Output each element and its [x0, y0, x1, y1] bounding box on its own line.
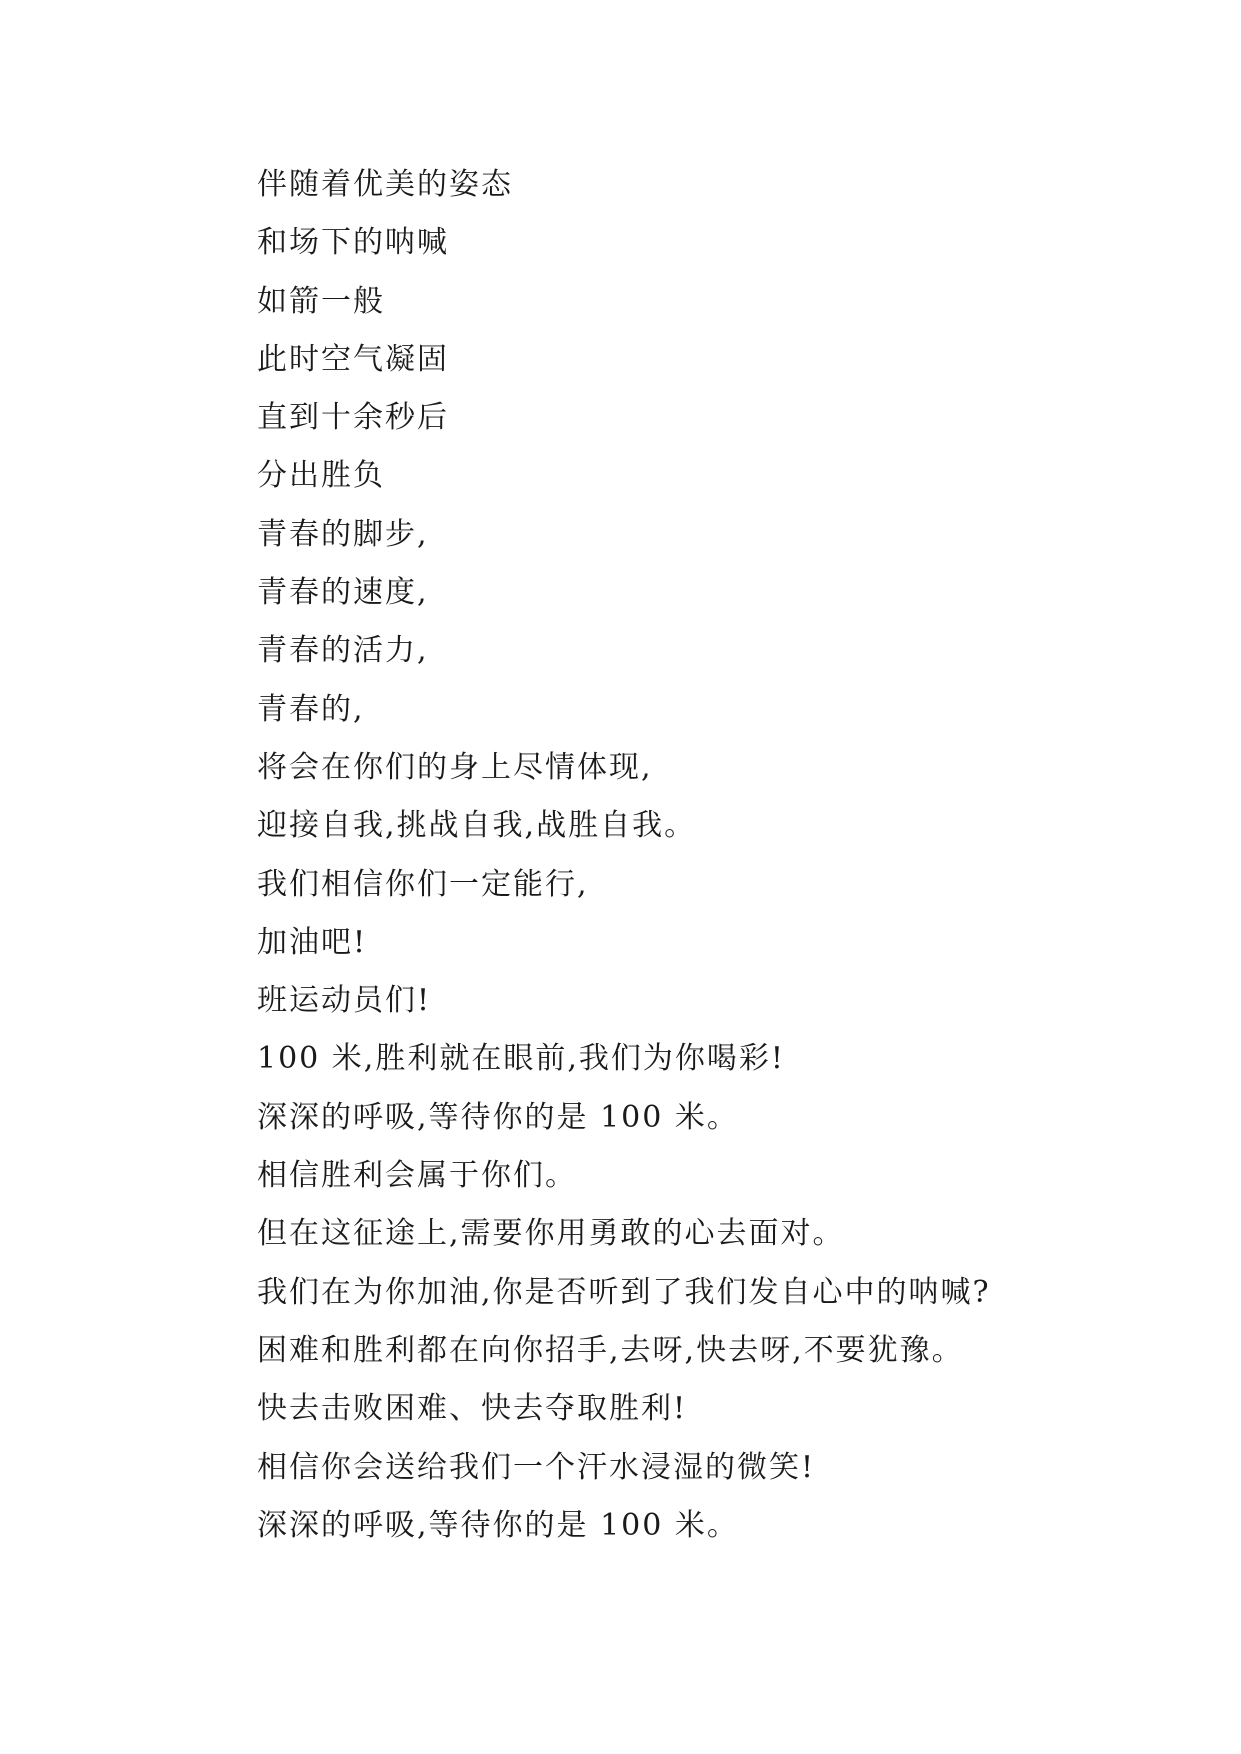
- text-line: 困难和胜利都在向你招手,去呀,快去呀,不要犹豫。: [257, 1332, 964, 1368]
- text-line: 分出胜负: [257, 458, 385, 494]
- text-line: 快去击败困难、快去夺取胜利!: [257, 1391, 688, 1427]
- text-line: 班运动员们!: [257, 983, 432, 1019]
- text-line: 将会在你们的身上尽情体现,: [257, 749, 653, 785]
- text-line: 青春的活力,: [257, 633, 429, 669]
- text-line: 100 米,胜利就在眼前,我们为你喝彩!: [257, 1041, 785, 1077]
- text-line: 和场下的呐喊: [257, 225, 449, 261]
- text-line: 相信胜利会属于你们。: [257, 1158, 577, 1194]
- text-line: 我们相信你们一定能行,: [257, 866, 589, 902]
- text-line: 我们在为你加油,你是否听到了我们发自心中的呐喊?: [257, 1274, 991, 1310]
- text-line: 此时空气凝固: [257, 341, 449, 377]
- text-line: 青春的,: [257, 691, 365, 727]
- text-line: 青春的速度,: [257, 575, 429, 611]
- text-line: 迎接自我,挑战自我,战胜自我。: [257, 808, 697, 844]
- text-line: 伴随着优美的姿态: [257, 167, 513, 202]
- text-line: 直到十余秒后: [257, 400, 449, 436]
- text-line: 如箭一般: [257, 283, 385, 319]
- text-line: 但在这征途上,需要你用勇敢的心去面对。: [257, 1216, 845, 1252]
- poem-text-block: [257, 162, 1157, 1561]
- text-line: 加油吧!: [257, 924, 368, 960]
- text-line: 相信你会送给我们一个汗水浸湿的微笑!: [257, 1449, 816, 1485]
- text-line: 青春的脚步,: [257, 516, 429, 552]
- text-line: 深深的呼吸,等待你的是 100 米。: [257, 1099, 739, 1135]
- text-line: 深深的呼吸,等待你的是 100 米。: [257, 1507, 739, 1543]
